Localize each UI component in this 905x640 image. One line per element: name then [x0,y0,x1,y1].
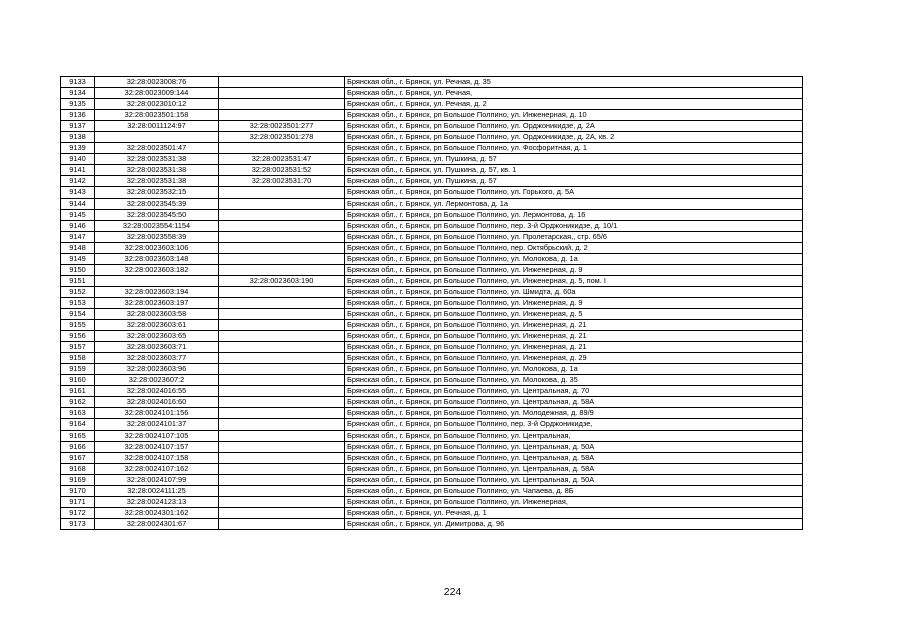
parent-cadastral-number-cell [219,397,345,408]
address-cell: Брянская обл., г. Брянск, ул. Речная, д. 1 [345,507,803,518]
cadastral-number-cell: 32:28:0024123:13 [95,496,219,507]
row-number-cell: 9143 [61,187,95,198]
parent-cadastral-number-cell [219,320,345,331]
cadastral-number-cell: 32:28:0023501:158 [95,110,219,121]
address-cell: Брянская обл., г. Брянск, рп Большое Полпино, ул. Молокова, д. 1а [345,253,803,264]
table-row [61,342,803,353]
table-row [61,353,803,364]
table-row [61,507,803,518]
cadastral-number-cell: 32:28:0024107:99 [95,474,219,485]
address-cell: Брянская обл., г. Брянск, рп Большое Полпино, ул. Центральная, д. 50А [345,474,803,485]
parent-cadastral-number-cell [219,264,345,275]
table-row [61,463,803,474]
parent-cadastral-number-cell [219,110,345,121]
row-number-cell: 9139 [61,143,95,154]
address-cell: Брянская обл., г. Брянск, рп Большое Полпино, ул. Молодежная, д. 89/9 [345,408,803,419]
table-row [61,99,803,110]
address-cell: Брянская обл., г. Брянск, рп Большое Полпино, ул. Инженерная, д. 21 [345,320,803,331]
table-row [61,386,803,397]
row-number-cell: 9150 [61,264,95,275]
row-number-cell: 9149 [61,253,95,264]
parent-cadastral-number-cell [219,408,345,419]
parent-cadastral-number-cell [219,209,345,220]
parent-cadastral-number-cell [219,430,345,441]
cadastral-number-cell: 32:28:0023009:144 [95,88,219,99]
table-row [61,143,803,154]
row-number-cell: 9169 [61,474,95,485]
table-row [61,231,803,242]
table-row [61,452,803,463]
cadastral-number-cell: 32:28:0011124:97 [95,121,219,132]
parent-cadastral-number-cell [219,187,345,198]
table-row [61,77,803,88]
row-number-cell: 9159 [61,364,95,375]
cadastral-number-cell: 32:28:0023531:38 [95,154,219,165]
table-row [61,264,803,275]
cadastral-number-cell: 32:28:0023603:71 [95,342,219,353]
table-row [61,209,803,220]
address-cell: Брянская обл., г. Брянск, рп Большое Полпино, ул. Молокова, д. 35 [345,375,803,386]
cadastral-number-cell: 32:28:0023603:197 [95,297,219,308]
address-cell: Брянская обл., г. Брянск, ул. Лермонтова, д. 1а [345,198,803,209]
cadastral-number-cell: 32:28:0023603:148 [95,253,219,264]
table-row [61,286,803,297]
parent-cadastral-number-cell [219,143,345,154]
row-number-cell: 9134 [61,88,95,99]
parent-cadastral-number-cell [219,297,345,308]
row-number-cell: 9142 [61,176,95,187]
parent-cadastral-number-cell: 32:28:0023501:277 [219,121,345,132]
table-row [61,331,803,342]
row-number-cell: 9146 [61,220,95,231]
row-number-cell: 9157 [61,342,95,353]
row-number-cell: 9144 [61,198,95,209]
register-table [60,76,803,530]
cadastral-number-cell: 32:28:0023603:106 [95,242,219,253]
parent-cadastral-number-cell [219,485,345,496]
table-row [61,375,803,386]
row-number-cell: 9162 [61,397,95,408]
table-row [61,176,803,187]
address-cell: Брянская обл., г. Брянск, рп Большое Полпино, ул. Инженерная, д. 9 [345,264,803,275]
parent-cadastral-number-cell [219,375,345,386]
address-cell: Брянская обл., г. Брянск, рп Большое Полпино, ул. Инженерная, д. 21 [345,342,803,353]
parent-cadastral-number-cell [219,474,345,485]
parent-cadastral-number-cell: 32:28:0023603:190 [219,275,345,286]
table-row [61,364,803,375]
parent-cadastral-number-cell [219,452,345,463]
table-row [61,430,803,441]
address-cell: Брянская обл., г. Брянск, ул. Пушкина, д. 57, кв. 1 [345,165,803,176]
cadastral-number-cell: 32:28:0024101:37 [95,419,219,430]
row-number-cell: 9145 [61,209,95,220]
parent-cadastral-number-cell [219,386,345,397]
cadastral-number-cell: 32:28:0023532:15 [95,187,219,198]
parent-cadastral-number-cell [219,518,345,529]
address-cell: Брянская обл., г. Брянск, рп Большое Полпино, ул. Центральная, д. 58А [345,463,803,474]
parent-cadastral-number-cell [219,77,345,88]
row-number-cell: 9173 [61,518,95,529]
table-row [61,121,803,132]
table-row [61,474,803,485]
table-row [61,198,803,209]
address-cell: Брянская обл., г. Брянск, рп Большое Полпино, ул. Инженерная, д. 5 [345,308,803,319]
row-number-cell: 9133 [61,77,95,88]
table-row [61,275,803,286]
cadastral-number-cell [95,132,219,143]
parent-cadastral-number-cell [219,231,345,242]
row-number-cell: 9172 [61,507,95,518]
row-number-cell: 9140 [61,154,95,165]
address-cell: Брянская обл., г. Брянск, ул. Речная, [345,88,803,99]
parent-cadastral-number-cell [219,308,345,319]
cadastral-number-cell: 32:28:0023501:47 [95,143,219,154]
cadastral-number-cell: 32:28:0023603:182 [95,264,219,275]
cadastral-number-cell: 32:28:0023545:50 [95,209,219,220]
row-number-cell: 9158 [61,353,95,364]
cadastral-number-cell: 32:28:0023603:96 [95,364,219,375]
parent-cadastral-number-cell [219,286,345,297]
table-row [61,419,803,430]
parent-cadastral-number-cell [219,441,345,452]
table-row [61,165,803,176]
address-cell: Брянская обл., г. Брянск, рп Большое Полпино, ул. Орджоникидзе, д. 2А, кв. 2 [345,132,803,143]
table-row [61,253,803,264]
row-number-cell: 9161 [61,386,95,397]
cadastral-number-cell: 32:28:0023531:38 [95,176,219,187]
parent-cadastral-number-cell [219,331,345,342]
parent-cadastral-number-cell: 32:28:0023531:70 [219,176,345,187]
table-row [61,397,803,408]
parent-cadastral-number-cell [219,496,345,507]
table-row [61,408,803,419]
address-cell: Брянская обл., г. Брянск, рп Большое Полпино, ул. Чапаева, д. 8Б [345,485,803,496]
row-number-cell: 9171 [61,496,95,507]
cadastral-number-cell: 32:28:0023603:61 [95,320,219,331]
row-number-cell: 9152 [61,286,95,297]
cadastral-number-cell: 32:28:0024107:157 [95,441,219,452]
row-number-cell: 9153 [61,297,95,308]
table-row [61,154,803,165]
table-row [61,297,803,308]
parent-cadastral-number-cell [219,99,345,110]
parent-cadastral-number-cell [219,198,345,209]
cadastral-number-cell: 32:28:0023010:12 [95,99,219,110]
parent-cadastral-number-cell [219,342,345,353]
row-number-cell: 9166 [61,441,95,452]
cadastral-number-cell: 32:28:0023531:38 [95,165,219,176]
cadastral-number-cell: 32:28:0023554:1154 [95,220,219,231]
address-cell: Брянская обл., г. Брянск, рп Большое Полпино, ул. Инженерная, д. 29 [345,353,803,364]
address-cell: Брянская обл., г. Брянск, рп Большое Полпино, ул. Инженерная, д. 21 [345,331,803,342]
address-cell: Брянская обл., г. Брянск, рп Большое Полпино, ул. Центральная, д. 50А [345,441,803,452]
parent-cadastral-number-cell [219,88,345,99]
address-cell: Брянская обл., г. Брянск, рп Большое Полпино, пер. Октябрьский, д. 2 [345,242,803,253]
address-cell: Брянская обл., г. Брянск, рп Большое Полпино, пер. 3-й Орджоникидзе, [345,419,803,430]
cadastral-number-cell: 32:28:0024111:25 [95,485,219,496]
address-cell: Брянская обл., г. Брянск, рп Большое Полпино, пер. 3-й Орджоникидзе, д. 10/1 [345,220,803,231]
cadastral-number-cell: 32:28:0023008:76 [95,77,219,88]
row-number-cell: 9156 [61,331,95,342]
parent-cadastral-number-cell [219,220,345,231]
row-number-cell: 9141 [61,165,95,176]
row-number-cell: 9163 [61,408,95,419]
cadastral-number-cell: 32:28:0024107:158 [95,452,219,463]
table-row [61,441,803,452]
table-row [61,220,803,231]
row-number-cell: 9147 [61,231,95,242]
table-row [61,320,803,331]
table-row [61,187,803,198]
address-cell: Брянская обл., г. Брянск, ул. Димитрова, д. 96 [345,518,803,529]
parent-cadastral-number-cell [219,242,345,253]
parent-cadastral-number-cell [219,419,345,430]
row-number-cell: 9164 [61,419,95,430]
address-cell: Брянская обл., г. Брянск, рп Большое Полпино, ул. Инженерная, д. 10 [345,110,803,121]
address-cell: Брянская обл., г. Брянск, рп Большое Полпино, ул. Горького, д. 5А [345,187,803,198]
address-cell: Брянская обл., г. Брянск, рп Большое Полпино, ул. Инженерная, д. 5, пом. I [345,275,803,286]
row-number-cell: 9154 [61,308,95,319]
cadastral-number-cell: 32:28:0023603:194 [95,286,219,297]
address-cell: Брянская обл., г. Брянск, рп Большое Полпино, ул. Молокова, д. 1а [345,364,803,375]
row-number-cell: 9151 [61,275,95,286]
table-row [61,110,803,121]
row-number-cell: 9165 [61,430,95,441]
address-cell: Брянская обл., г. Брянск, рп Большое Полпино, ул. Фосфоритная, д. 1 [345,143,803,154]
page-number: 224 [443,586,462,598]
cadastral-number-cell [95,275,219,286]
table-row [61,496,803,507]
row-number-cell: 9137 [61,121,95,132]
address-cell: Брянская обл., г. Брянск, рп Большое Полпино, ул. Инженерная, д. 9 [345,297,803,308]
parent-cadastral-number-cell [219,253,345,264]
address-cell: Брянская обл., г. Брянск, рп Большое Полпино, ул. Инженерная, [345,496,803,507]
address-cell: Брянская обл., г. Брянск, ул. Пушкина, д. 57 [345,176,803,187]
cadastral-number-cell: 32:28:0024301:162 [95,507,219,518]
cadastral-number-cell: 32:28:0024107:105 [95,430,219,441]
table-row [61,132,803,143]
cadastral-number-cell: 32:28:0024016:60 [95,397,219,408]
address-cell: Брянская обл., г. Брянск, ул. Речная, д. 35 [345,77,803,88]
cadastral-number-cell: 32:28:0024301:67 [95,518,219,529]
row-number-cell: 9167 [61,452,95,463]
address-cell: Брянская обл., г. Брянск, рп Большое Полпино, ул. Лермонтова, д. 16 [345,209,803,220]
address-cell: Брянская обл., г. Брянск, ул. Речная, д. 2 [345,99,803,110]
address-cell: Брянская обл., г. Брянск, рп Большое Полпино, ул. Центральная, д. 58А [345,452,803,463]
address-cell: Брянская обл., г. Брянск, рп Большое Полпино, ул. Центральная, д. 70 [345,386,803,397]
address-cell: Брянская обл., г. Брянск, рп Большое Полпино, ул. Шмидта, д. 60а [345,286,803,297]
row-number-cell: 9155 [61,320,95,331]
cadastral-number-cell: 32:28:0023607:2 [95,375,219,386]
row-number-cell: 9148 [61,242,95,253]
cadastral-number-cell: 32:28:0023603:65 [95,331,219,342]
cadastral-number-cell: 32:28:0023603:77 [95,353,219,364]
row-number-cell: 9138 [61,132,95,143]
table-row [61,308,803,319]
address-cell: Брянская обл., г. Брянск, рп Большое Полпино, ул. Центральная, д. 58А [345,397,803,408]
cadastral-number-cell: 32:28:0024016:55 [95,386,219,397]
table-row [61,242,803,253]
cadastral-number-cell: 32:28:0024101:156 [95,408,219,419]
parent-cadastral-number-cell [219,463,345,474]
table-row [61,88,803,99]
parent-cadastral-number-cell [219,353,345,364]
row-number-cell: 9136 [61,110,95,121]
row-number-cell: 9170 [61,485,95,496]
address-cell: Брянская обл., г. Брянск, рп Большое Полпино, ул. Пролетарская,, стр. 65/6 [345,231,803,242]
address-cell: Брянская обл., г. Брянск, рп Большое Полпино, ул. Орджоникидзе, д. 2А [345,121,803,132]
cadastral-number-cell: 32:28:0024107:162 [95,463,219,474]
row-number-cell: 9168 [61,463,95,474]
row-number-cell: 9160 [61,375,95,386]
cadastral-number-cell: 32:28:0023603:58 [95,308,219,319]
address-cell: Брянская обл., г. Брянск, рп Большое Полпино, ул. Центральная, [345,430,803,441]
table-row [61,518,803,529]
cadastral-number-cell: 32:28:0023558:39 [95,231,219,242]
cadastral-number-cell: 32:28:0023545:39 [95,198,219,209]
parent-cadastral-number-cell: 32:28:0023531:47 [219,154,345,165]
address-cell: Брянская обл., г. Брянск, ул. Пушкина, д. 57 [345,154,803,165]
parent-cadastral-number-cell: 32:28:0023501:278 [219,132,345,143]
table-row [61,485,803,496]
row-number-cell: 9135 [61,99,95,110]
register-table-body [61,77,803,530]
parent-cadastral-number-cell [219,364,345,375]
parent-cadastral-number-cell [219,507,345,518]
parent-cadastral-number-cell: 32:28:0023531:52 [219,165,345,176]
